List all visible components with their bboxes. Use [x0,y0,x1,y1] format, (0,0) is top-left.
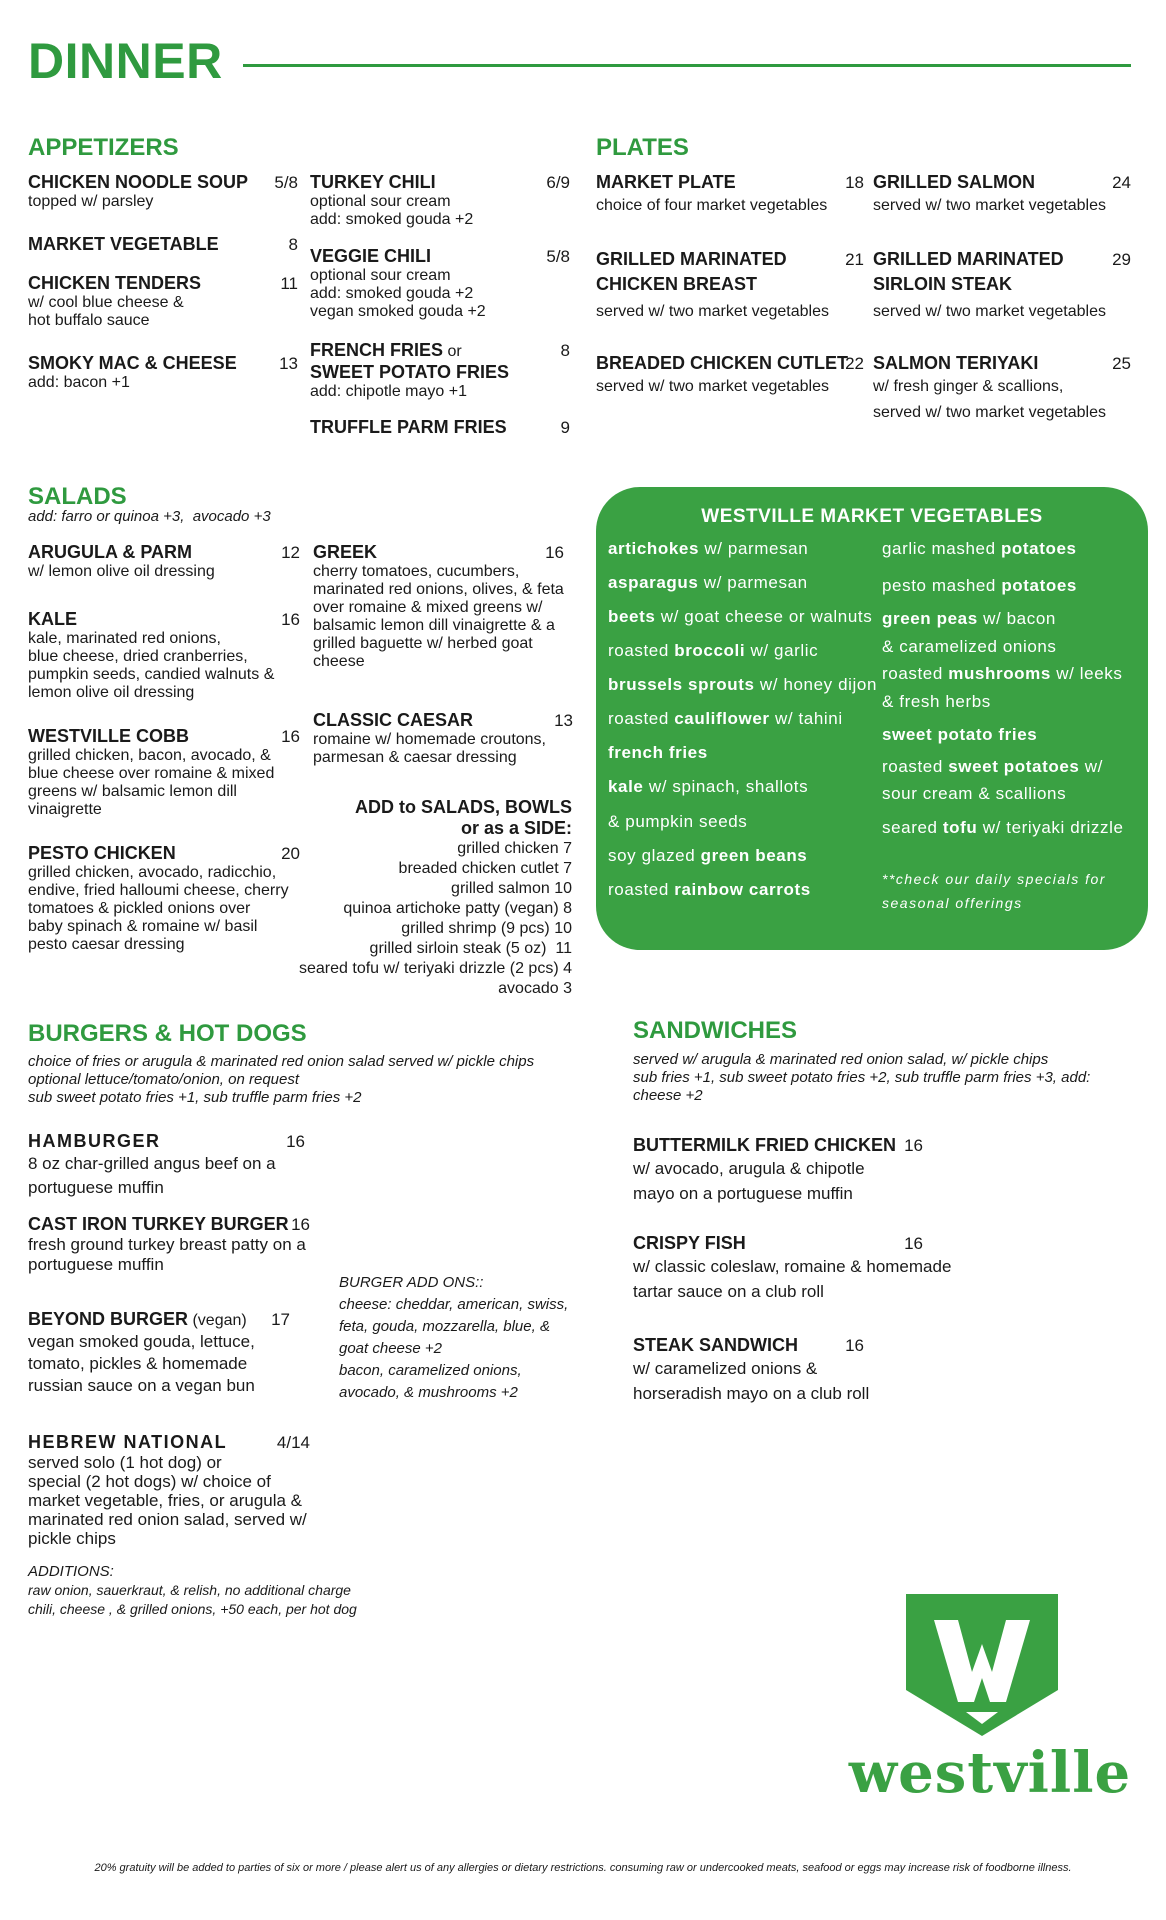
veg-item [882,637,1057,657]
item-price: 17 [271,1310,290,1329]
item-name: HAMBURGER [28,1131,161,1151]
item-desc: served w/ two market vegetables [596,378,829,395]
item-desc: marinated red onion salad, served w/ [28,1510,307,1529]
item-name: ARUGULA & PARM [28,542,192,562]
add-on-item: seared tofu w/ teriyaki drizzle (2 pcs) 4 [299,960,572,977]
salad-add-ons [270,797,572,999]
veg-item-text: w/ honey dijon [754,675,877,694]
item-price: 16 [291,1215,310,1234]
sandwiches-notes [633,1051,1090,1105]
veg-item-text: w/ parmesan [699,539,809,558]
item-name: SALMON TERIYAKI [873,353,1039,373]
veg-item [882,784,1066,804]
item-desc: cherry tomatoes, cucumbers, [313,563,520,580]
veg-item [608,607,872,627]
item-desc: w/ avocado, arugula & chipotle [633,1159,865,1178]
veg-item [608,846,807,866]
item-price: 8 [560,341,570,360]
item-name: BUTTERMILK FRIED CHICKEN [633,1135,896,1155]
menu-item-steak-sandwich [633,1335,869,1406]
item-price: 13 [554,711,573,730]
menu-item-beyond-burger [28,1309,290,1397]
veg-item-text: pesto mashed [882,576,1002,595]
veg-item-name: cauliflower [674,709,770,728]
burgers-notes [28,1053,534,1107]
item-desc: w/ caramelized onions & [633,1359,818,1378]
burgers-note: optional lettuce/tomato/onion, on request [28,1071,300,1088]
item-name: CAST IRON TURKEY BURGER [28,1214,289,1234]
item-name: BEYOND BURGER [28,1309,189,1329]
item-price: 5/8 [274,173,298,192]
menu-item-veggie-chili [310,246,570,321]
item-desc: blue cheese, dried cranberries, [28,648,248,665]
add-ons-heading: ADD to SALADS, BOWLS [355,797,572,817]
item-desc: portuguese muffin [28,1178,164,1197]
veg-item [882,609,1056,629]
item-name: VEGGIE CHILI [310,246,432,266]
additions-line: chili, cheese , & grilled onions, +50 each, per hot dog [28,1601,357,1617]
item-desc: portuguese muffin [28,1255,164,1274]
hot-dog-additions [28,1562,357,1619]
item-price: 16 [281,727,300,746]
burger-add-ons-line: avocado, & mushrooms +2 [339,1384,518,1401]
item-desc: add: smoked gouda +2 [310,285,474,302]
item-desc: blue cheese over romaine & mixed [28,765,275,782]
burger-add-ons-line: goat cheese +2 [339,1340,443,1357]
burgers-note: choice of fries or arugula & marinated red onion salad served w/ pickle chips [28,1053,535,1070]
menu-item-market-vegetable [28,234,298,255]
veg-item [608,709,843,729]
item-desc: vinaigrette [28,801,102,818]
item-desc: over romaine & mixed greens w/ [313,599,543,616]
item-name-suffix: (vegan) [188,1312,247,1329]
item-desc: mayo on a portuguese muffin [633,1184,853,1203]
item-name: SIRLOIN STEAK [873,274,1013,294]
item-name: BREADED CHICKEN CUTLET [596,353,848,373]
veg-item [608,573,808,593]
add-on-item: grilled chicken 7 [457,840,572,857]
veg-item-text: sour cream & scallions [882,784,1067,803]
veg-item-name: sweet potatoes [948,757,1080,776]
veg-item [882,757,1103,777]
menu-item-westville-cobb [28,726,300,819]
item-desc: choice of four market vegetables [596,197,828,214]
item-name: SWEET POTATO FRIES [310,362,510,382]
logo-wordmark: westville [848,1740,1132,1806]
veg-item-name: potatoes [1001,576,1077,595]
veg-item [882,539,1077,559]
item-desc: topped w/ parsley [28,193,154,210]
item-name: GRILLED SALMON [873,172,1035,192]
menu-item-breaded-chicken-cutlet [596,353,864,400]
sandwiches-note: served w/ arugula & marinated red onion salad, w/ pickle chips [633,1051,1049,1068]
item-desc: tomatoes & pickled onions over [28,900,251,917]
item-desc: add: bacon +1 [28,374,130,391]
add-on-item: grilled sirloin steak (5 oz) 11 [369,940,572,957]
veg-item-name: french fries [608,743,708,762]
veg-note: **check our daily specials for [882,871,1106,887]
add-on-item: avocado 3 [498,980,572,997]
item-price: 16 [281,610,300,629]
veg-item [608,675,877,695]
sandwiches-heading: SANDWICHES [633,1017,798,1044]
item-desc: kale, marinated red onions, [28,630,221,647]
item-name: CHICKEN TENDERS [28,273,202,293]
item-price: 24 [1112,173,1131,192]
veg-item-name: rainbow carrots [674,880,811,899]
item-desc: greens w/ balsamic lemon dill [28,783,237,800]
appetizers-heading: APPETIZERS [28,134,179,161]
item-price: 13 [279,354,298,373]
burger-add-ons [339,1272,568,1404]
veg-item-text: roasted [882,664,949,683]
item-price: 16 [286,1132,305,1151]
additions-heading: ADDITIONS: [28,1563,114,1580]
item-desc: add: chipotle mayo +1 [310,383,467,400]
veg-item-text: w/ leeks [1050,664,1123,683]
veg-item-text: w/ goat cheese or walnuts [655,607,873,626]
item-price: 16 [845,1336,864,1355]
menu-item-hebrew-national [28,1432,310,1548]
menu-item-fries [310,340,570,401]
veg-item [608,641,818,661]
page-title: DINNER [28,33,223,89]
veg-item-name: potatoes [1000,539,1077,558]
item-desc: w/ cool blue cheese & [28,294,184,311]
item-desc: optional sour cream [310,267,451,284]
item-name: GRILLED MARINATED [596,249,787,269]
item-name: HEBREW NATIONAL [28,1432,228,1452]
burger-add-ons-heading: BURGER ADD ONS:: [339,1274,484,1291]
item-name: TRUFFLE PARM FRIES [310,417,507,437]
item-desc: romaine w/ homemade croutons, [313,731,546,748]
item-price: 22 [845,354,864,373]
veg-item-text: & pumpkin seeds [608,812,748,831]
menu-item-hamburger [28,1131,310,1200]
veg-item-name: mushrooms [948,664,1051,683]
menu-item-smoky-mac-cheese [28,353,298,392]
sandwiches-note: sub fries +1, sub sweet potato fries +2, sub truffle parm fries +3, add: [633,1069,1091,1086]
veg-item-name: brussels sprouts [608,675,755,694]
item-name: MARKET PLATE [596,172,736,192]
item-desc: w/ classic coleslaw, romaine & homemade [633,1257,952,1276]
item-price: 16 [904,1234,923,1253]
menu-item-grilled-salmon [873,172,1131,219]
market-vegetables-heading: WESTVILLE MARKET VEGETABLES [701,506,1043,527]
veg-item-text: roasted [608,641,675,660]
westville-logo [840,1590,1140,1810]
item-desc: add: smoked gouda +2 [310,211,474,228]
veg-item [608,539,808,559]
veg-item [608,880,811,900]
add-on-item: grilled salmon 10 [451,880,572,897]
item-name: CRISPY FISH [633,1233,746,1253]
item-name-or: or [443,343,462,360]
item-price: 29 [1112,250,1131,269]
item-name: CLASSIC CAESAR [313,710,474,730]
item-price: 25 [1112,354,1131,373]
item-desc: vegan smoked gouda, lettuce, [28,1332,255,1351]
item-name: MARKET VEGETABLE [28,234,219,254]
item-desc: fresh ground turkey breast patty on a [28,1235,306,1254]
burgers-heading: BURGERS & HOT DOGS [28,1020,307,1047]
item-desc: parmesan & caesar dressing [313,749,517,766]
add-ons-heading: or as a SIDE: [460,818,572,838]
item-desc: lemon olive oil dressing [28,684,195,701]
item-desc: endive, fried halloumi cheese, cherry [28,882,289,899]
burger-add-ons-line: bacon, caramelized onions, [339,1362,522,1379]
item-name: CHICKEN BREAST [596,274,758,294]
item-price: 12 [281,543,300,562]
item-price: 8 [288,235,298,254]
menu-item-chicken-noodle-soup [28,172,298,211]
veg-item-name: green peas [882,609,978,628]
veg-item-text: w/ tahini [769,709,843,728]
veg-item-text: w/ [1079,757,1103,776]
menu-item-greek [313,542,569,671]
veg-item-text: seared [882,818,943,837]
menu-item-sirloin-steak [873,249,1131,325]
burger-add-ons-line: feta, gouda, mozzarella, blue, & [339,1318,550,1335]
item-desc: 8 oz char-grilled angus beef on a [28,1154,276,1173]
burgers-note: sub sweet potato fries +1, sub truffle parm fries +2 [28,1089,362,1106]
item-price: 20 [281,844,300,863]
add-on-item: grilled shrimp (9 pcs) 10 [401,920,572,937]
item-name: GREEK [313,542,378,562]
item-desc: horseradish mayo on a club roll [633,1384,870,1403]
veg-item-name: asparagus [608,573,699,592]
item-price: 9 [560,418,570,437]
veg-item-name: broccoli [674,641,746,660]
item-desc: grilled chicken, avocado, radicchio, [28,864,277,881]
veg-item-text: w/ bacon [977,609,1056,628]
veg-item-text: & caramelized onions [882,637,1057,656]
item-desc: served w/ two market vegetables [873,404,1106,421]
veg-item-text: roasted [608,709,675,728]
item-price: 16 [904,1136,923,1155]
menu-item-truffle-parm-fries [310,417,570,438]
veg-item-text: soy glazed [608,846,701,865]
item-price: 11 [280,274,298,293]
veg-item-name: beets [608,607,656,626]
veg-item [608,743,708,763]
item-desc: cheese [313,653,365,670]
item-name: WESTVILLE COBB [28,726,189,746]
veg-item [608,777,808,797]
menu-item-classic-caesar [313,710,573,767]
veg-item-text: & fresh herbs [882,692,991,711]
add-on-item: quinoa artichoke patty (vegan) 8 [343,900,572,917]
item-name: CHICKEN NOODLE SOUP [28,172,249,192]
item-desc: russian sauce on a vegan bun [28,1376,255,1395]
menu-item-turkey-chili [310,172,570,229]
menu-item-market-plate [596,172,864,219]
plates-heading: PLATES [596,134,689,161]
additions-line: raw onion, sauerkraut, & relish, no additional charge [28,1582,351,1598]
item-desc: pesto caesar dressing [28,936,185,953]
item-name: PESTO CHICKEN [28,843,176,863]
menu-item-grilled-marinated-chicken [596,249,864,325]
veg-item [882,664,1122,684]
salads-subtitle: add: farro or quinoa +3, avocado +3 [28,508,271,525]
veg-item-name: sweet potato fries [882,725,1038,744]
item-desc: balsamic lemon dill vinaigrette & a [313,617,555,634]
item-desc: marinated red onions, olives, & feta [313,581,564,598]
item-price: 4/14 [276,1433,310,1452]
item-desc: grilled baguette w/ herbed goat [313,635,533,652]
item-price: 21 [845,250,864,269]
item-name: TURKEY CHILI [310,172,436,192]
menu-item-chicken-tenders [28,273,298,330]
veg-note: seasonal offerings [882,895,1023,911]
veg-item-text: w/ teriyaki drizzle [977,818,1124,837]
item-price: 6/9 [546,173,570,192]
item-desc: baby spinach & romaine w/ basil [28,918,258,935]
veg-item-text: garlic mashed [882,539,1001,558]
item-price: 16 [545,543,564,562]
item-desc: market vegetable, fries, or arugula & [28,1491,303,1510]
veg-item-text: roasted [882,757,949,776]
item-desc: tartar sauce on a club roll [633,1282,824,1301]
menu-item-crispy-fish [633,1233,952,1304]
veg-item [882,818,1124,838]
menu-item-turkey-burger [28,1214,310,1275]
item-desc: grilled chicken, bacon, avocado, & [28,747,271,764]
item-desc: pumpkin seeds, candied walnuts & [28,666,275,683]
item-name: KALE [28,609,77,629]
market-vegetables-box [596,487,1148,950]
veg-item [882,692,991,712]
item-desc: served solo (1 hot dog) or [28,1453,222,1472]
item-desc: w/ fresh ginger & scallions, [873,378,1064,395]
item-name: GRILLED MARINATED [873,249,1064,269]
menu-item-pesto-chicken [28,843,300,954]
salads-heading: SALADS [28,483,127,510]
item-name: STEAK SANDWICH [633,1335,798,1355]
veg-item-text: roasted [608,880,675,899]
menu-item-kale [28,609,300,702]
veg-item-name: tofu [942,818,978,837]
item-desc: hot buffalo sauce [28,312,150,329]
title-rule [243,64,1131,67]
veg-item [882,576,1077,596]
menu-item-arugula-parm [28,542,300,581]
item-desc: optional sour cream [310,193,451,210]
veg-item-name: green beans [700,846,808,865]
item-desc: served w/ two market vegetables [873,197,1106,214]
veg-item [882,725,1037,745]
shield-icon [840,1590,1140,1750]
veg-item-text: w/ garlic [745,641,819,660]
add-on-item: breaded chicken cutlet 7 [398,860,572,877]
item-name: FRENCH FRIES [310,340,444,360]
sandwiches-note: cheese +2 [633,1087,703,1104]
menu-item-buttermilk-fried-chicken [633,1135,923,1206]
veg-item-text: w/ parmesan [698,573,808,592]
item-price: 5/8 [546,247,570,266]
item-desc: tomato, pickles & homemade [28,1354,248,1373]
veg-item-text: w/ spinach, shallots [643,777,809,796]
veg-item [608,812,747,832]
menu-item-salmon-teriyaki [873,353,1131,426]
item-price: 18 [845,173,864,192]
item-desc: served w/ two market vegetables [596,303,829,320]
burger-add-ons-line: cheese: cheddar, american, swiss, [339,1296,569,1313]
item-desc: pickle chips [28,1529,116,1548]
item-name: SMOKY MAC & CHEESE [28,353,237,373]
veg-item-name: artichokes [608,539,700,558]
item-desc: served w/ two market vegetables [873,303,1106,320]
veg-item-name: kale [608,777,644,796]
footer-disclaimer: 20% gratuity will be added to parties of six or more / please alert us of any allergies or dietary restrictions. consuming raw or undercooked meats, seafood or eggs may increase risk of foodborne illness. [94,1862,1072,1874]
item-desc: special (2 hot dogs) w/ choice of [28,1472,271,1491]
item-desc: w/ lemon olive oil dressing [28,563,215,580]
item-desc: vegan smoked gouda +2 [310,303,486,320]
